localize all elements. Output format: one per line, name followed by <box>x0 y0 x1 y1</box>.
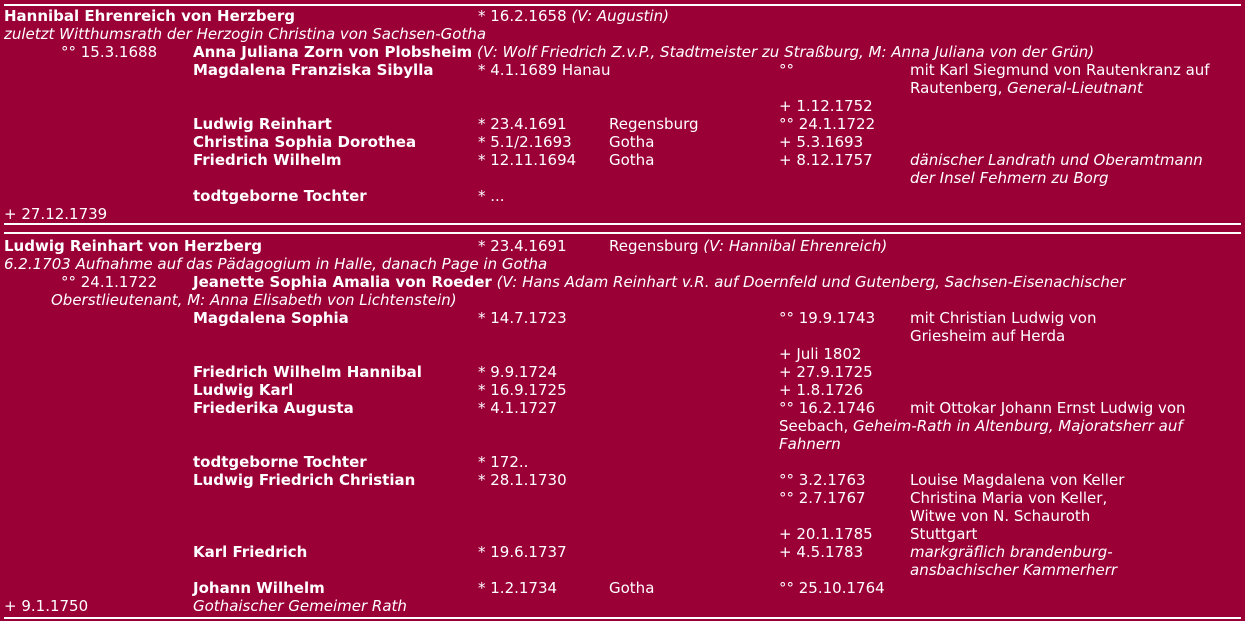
child-birth: * 4.1.1689 Hanau <box>478 61 611 79</box>
child-note: dänischer Landrath und Oberamtmann <box>910 151 1203 169</box>
child-note: mit Ottokar Johann Ernst Ludwig von <box>910 399 1186 417</box>
child-name: todtgeborne Tochter <box>193 453 367 471</box>
child-birth: * 5.1/2.1693 <box>478 133 572 151</box>
death-date: + 9.1.1750 <box>4 597 89 615</box>
child-event: °° 2.7.1767 <box>779 489 866 507</box>
child-event: + 27.9.1725 <box>779 363 873 381</box>
child-note: der Insel Fehmern zu Borg <box>910 169 1109 187</box>
child-birth: * 12.11.1694 <box>478 151 577 169</box>
child-name: Ludwig Friedrich Christian <box>193 471 416 489</box>
child-name: Friedrich Wilhelm <box>193 151 342 169</box>
child-event: + 8.12.1757 <box>779 151 873 169</box>
person-note: 6.2.1703 Aufnahme auf das Pädagogium in Halle, danach Page in Gotha <box>4 255 548 273</box>
child-birth: * 9.9.1724 <box>478 363 558 381</box>
person-name: Hannibal Ehrenreich von Herzberg <box>4 7 295 25</box>
child-place: Gotha <box>609 151 655 169</box>
spouse: Anna Juliana Zorn von Plobsheim (V: Wolf Friedrich Z.v.P., Stadtmeister zu Straßburg, M: Anna Juliana von der Grün) <box>193 43 1095 61</box>
child-event: + 1.8.1726 <box>779 381 864 399</box>
child-name: Magdalena Franziska Sibylla <box>193 61 434 79</box>
spouse: Jeanette Sophia Amalia von Roeder (V: Hans Adam Reinhart v.R. auf Doernfeld und Gutenberg, Sachsen-Eisenachischer <box>193 273 1126 291</box>
child-event: °° 25.10.1764 <box>779 579 885 597</box>
child-name: Ludwig Karl <box>193 381 294 399</box>
child-birth: * 19.6.1737 <box>478 543 567 561</box>
child-event: + 5.3.1693 <box>779 133 864 151</box>
child-note: Griesheim auf Herda <box>910 327 1066 345</box>
child-name: Friederika Augusta <box>193 399 354 417</box>
marriage-date: °° 24.1.1722 <box>61 273 158 291</box>
child-note: Stuttgart <box>910 525 978 543</box>
child-name: Friedrich Wilhelm Hannibal <box>193 363 422 381</box>
child-place: Gotha <box>609 579 655 597</box>
death-date: + 27.12.1739 <box>4 205 108 223</box>
birth-date: * 23.4.1691 <box>478 237 567 255</box>
separator-line <box>4 617 1241 619</box>
child-birth: * 28.1.1730 <box>478 471 567 489</box>
child-note: Louise Magdalena von Keller <box>910 471 1125 489</box>
child-name: Christina Sophia Dorothea <box>193 133 417 151</box>
child-note: ansbachischer Kammerherr <box>910 561 1118 579</box>
child-name: Johann Wilhelm <box>193 579 325 597</box>
child-event: + 20.1.1785 <box>779 525 873 543</box>
child-note: Seebach, Geheim-Rath in Altenburg, Majoratsherr auf <box>779 417 1183 435</box>
child-note: markgräflich brandenburg- <box>910 543 1113 561</box>
spouse-note: Oberstlieutenant, M: Anna Elisabeth von Lichtenstein) <box>51 291 457 309</box>
child-note: Fahnern <box>779 435 841 453</box>
child-place: Gotha <box>609 133 655 151</box>
child-event: + 4.5.1783 <box>779 543 864 561</box>
person-note: zuletzt Witthumsrath der Herzogin Christina von Sachsen-Gotha <box>4 25 487 43</box>
separator-line <box>4 4 1241 6</box>
child-note: Gothaischer Gemeimer Rath <box>193 597 407 615</box>
child-event: °° 19.9.1743 <box>779 309 876 327</box>
child-event: + Juli 1802 <box>779 345 862 363</box>
child-note: mit Christian Ludwig von <box>910 309 1097 327</box>
birth-place: Regensburg (V: Hannibal Ehrenreich) <box>609 237 888 255</box>
child-note: Rautenberg, General-Lieutnant <box>910 79 1143 97</box>
child-note: mit Karl Siegmund von Rautenkranz auf <box>910 61 1210 79</box>
child-birth: * 1.2.1734 <box>478 579 558 597</box>
child-event: °° 16.2.1746 <box>779 399 876 417</box>
child-birth: * 4.1.1727 <box>478 399 558 417</box>
birth-date: * 16.2.1658 (V: Augustin) <box>478 7 669 25</box>
marriage-date: °° 15.3.1688 <box>61 43 158 61</box>
child-event: + 1.12.1752 <box>779 97 873 115</box>
child-name: Ludwig Reinhart <box>193 115 332 133</box>
child-birth: * 16.9.1725 <box>478 381 567 399</box>
child-name: Magdalena Sophia <box>193 309 349 327</box>
child-birth: * 23.4.1691 <box>478 115 567 133</box>
child-note: Witwe von N. Schauroth <box>910 507 1091 525</box>
child-birth: * ... <box>478 187 505 205</box>
child-event: °° <box>779 61 794 79</box>
child-name: todtgeborne Tochter <box>193 187 367 205</box>
child-place: Regensburg <box>609 115 699 133</box>
child-event: °° 24.1.1722 <box>779 115 876 133</box>
separator-line <box>4 223 1241 225</box>
separator-line <box>4 232 1241 234</box>
child-note: Christina Maria von Keller, <box>910 489 1108 507</box>
child-event: °° 3.2.1763 <box>779 471 866 489</box>
child-birth: * 14.7.1723 <box>478 309 567 327</box>
person-name: Ludwig Reinhart von Herzberg <box>4 237 262 255</box>
child-birth: * 172.. <box>478 453 529 471</box>
child-name: Karl Friedrich <box>193 543 308 561</box>
